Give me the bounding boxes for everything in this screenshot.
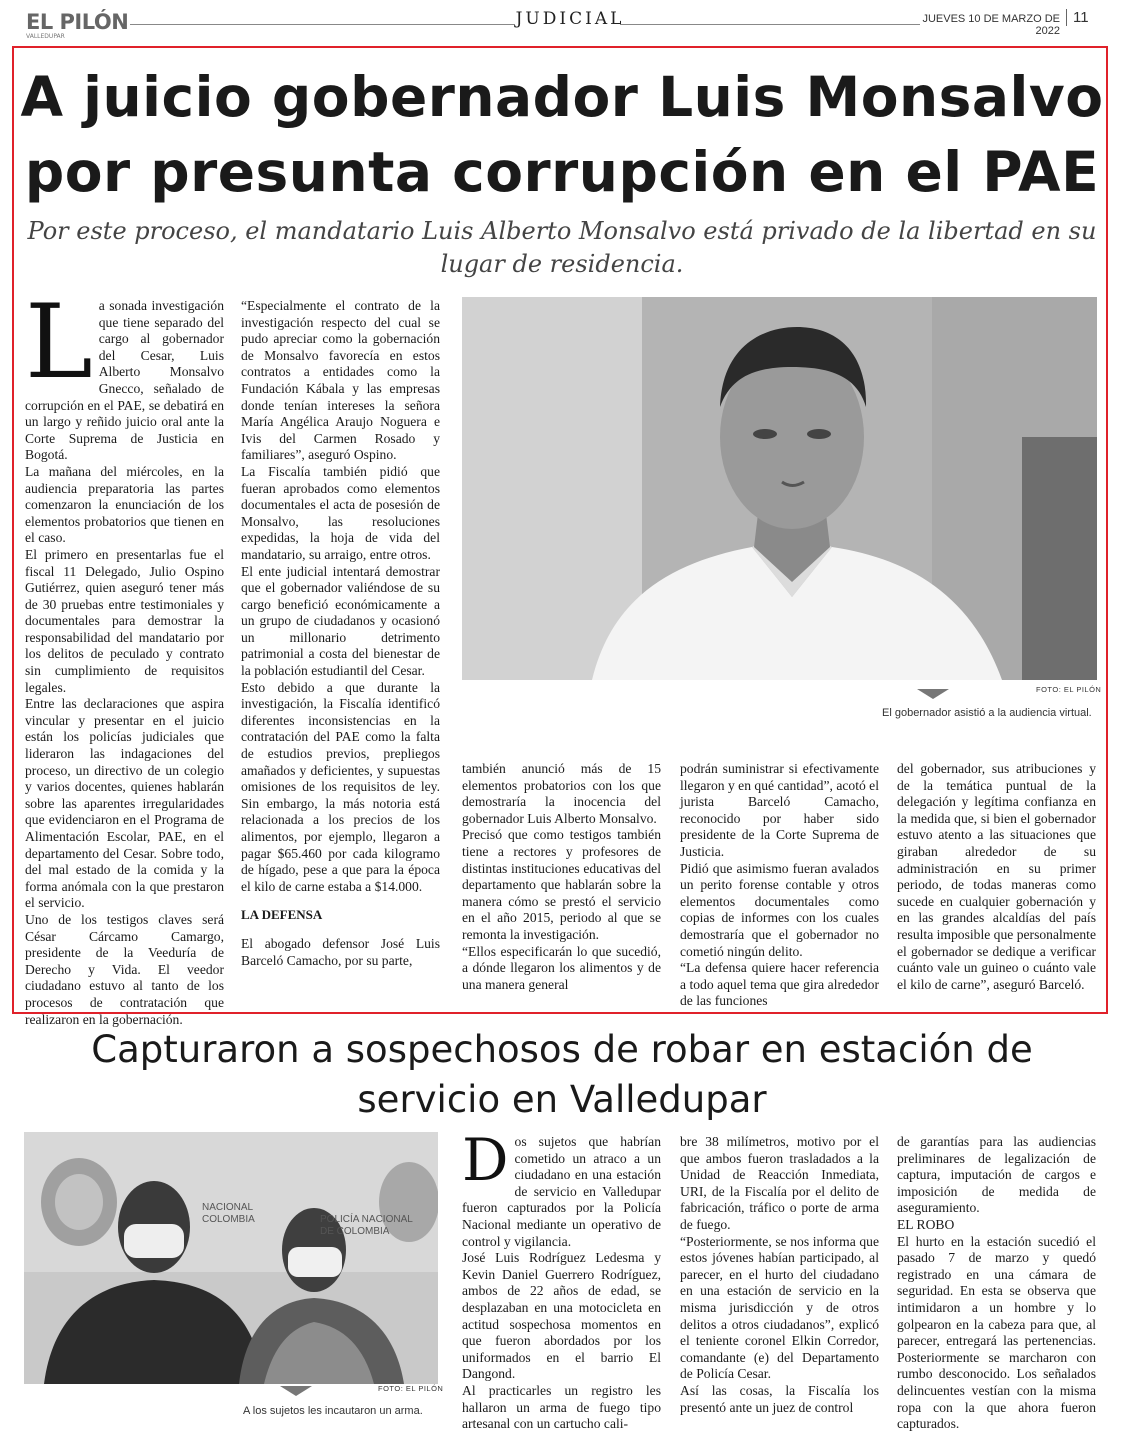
photo-caption: A los sujetos les incautaron un arma. — [243, 1405, 423, 1417]
page-number: 11 — [1066, 9, 1089, 26]
header-rule-left — [130, 24, 515, 25]
banner-text-right: POLICÍA NACIONAL DE COLOMBIA — [320, 1214, 413, 1237]
caption-arrow-icon — [280, 1386, 312, 1396]
photo-caption: El gobernador asistió a la audiencia virtual. — [882, 707, 1092, 719]
paragraph: La mañana del miércoles, en la audiencia preparatoria las partes comenzaron la enunciación de los elementos probatorios que tienen en el caso. — [25, 463, 224, 546]
suspects-photo — [24, 1132, 438, 1384]
article1-column-3 — [462, 761, 661, 993]
paragraph: también anunció más de 15 elementos probatorios con los que demostraría la inocencia del gobernador Luis Alberto Monsalvo. — [462, 761, 661, 826]
paragraph: Así las cosas, la Fiscalía los presentó ante un juez de control — [680, 1382, 879, 1415]
paragraph: podrán suministrar si efectivamente llegaron y en qué cantidad”, acotó el jurista Barceló Camacho, reconocido por haber sido presidente de la Corte Suprema de Justicia. — [680, 761, 879, 859]
paragraph: La Fiscalía también pidió que fueran aprobados como elementos documentales el acta de posesión de Monsalvo, las resoluciones expedidas, la hoja de vida del mandatario, su arraigo, entre otros. — [241, 463, 440, 562]
paragraph: Esto debido a que durante la investigación, la Fiscalía identificó diferentes inconsistencias en la contratación del PAE como la falta de estudios previos, prepliegos amañados y deficientes, y supuestas omisiones de los requisitos de ley. Sin embargo, la más notoria está relacionada a los precios de los alimentos, por ejemplo, llegaron a pagar $65.460 por cada kilogramo de hígado, pese a que para la época el kilo de carne estaba a $14.000. — [241, 679, 440, 894]
dropcap: L — [25, 283, 93, 402]
article2-column-3 — [897, 1134, 1096, 1433]
header-rule-right — [620, 24, 920, 25]
headline-line-2: servicio en Valledupar — [357, 1078, 767, 1121]
subhead-el-robo: EL ROBO — [897, 1216, 955, 1232]
dropcap: D — [462, 1126, 509, 1194]
paragraph: El hurto en la estación sucedió el pasado 7 de marzo y quedó registrado en una cámara de seguridad. En esta se observa que intimidaron a un hombre y lo golpearon en la cabeza para que, al parecer, entregará las pertenencias. Posteriormente se marcharon con rumbo desconocido. Los señalados delincuentes vestían con la misma ropa con la que ahora fueron capturados. — [897, 1233, 1096, 1432]
governor-photo-illustration — [462, 297, 1097, 680]
deck-line-1: Por este proceso, el mandatario Luis Alberto Monsalvo está privado de la libertad en su — [27, 217, 1097, 245]
suspects-photo-illustration — [24, 1132, 438, 1384]
subhead-la-defensa: LA DEFENSA — [241, 907, 323, 923]
article1-column-2 — [241, 298, 440, 969]
caption-arrow-icon — [917, 689, 949, 699]
deck-line-2: lugar de residencia. — [440, 250, 684, 278]
paragraph: José Luis Rodríguez Ledesma y Kevin Daniel Guerrero Rodríguez, ambos de 22 años de edad, se desplazaban en una motocicleta en actitud sospechosa momentos en que fueron abordados por los uniformados en el barrio El Dangond. — [462, 1250, 661, 1382]
newspaper-logo: EL PILÓN — [26, 10, 129, 34]
article2-column-1 — [462, 1126, 661, 1433]
headline-line-2: por presunta corrupción en el PAE — [24, 140, 1100, 204]
article2-headline — [20, 1025, 1104, 1125]
article1-deck — [20, 215, 1104, 281]
paragraph: “Ellos especificarán lo que sucedió, a dónde llegaron los alimentos y de una manera general — [462, 943, 661, 992]
article2-column-2 — [680, 1134, 879, 1416]
paragraph: Uno de los testigos claves será César Cárcamo Camargo, presidente de la Veeduría de Derecho y Vida. El veedor ciudadano estuvo al tanto de los procesos de contratación que realizaron en la gobernación. — [25, 911, 224, 1027]
article1-column-4 — [680, 761, 879, 1010]
photo-credit: FOTO: EL PILÓN — [1036, 685, 1102, 694]
paragraph: “La defensa quiere hacer referencia a todo aquel tema que gira alrededor de las funciones — [680, 960, 879, 1009]
paragraph: a sonada investigación que tiene separado del cargo al gobernador del Cesar, Luis Alberto Monsalvo Gnecco, señalado de corrupción en el PAE, se debatirá en un largo y reñido juicio oral ante la Corte Suprema de Justicia en Bogotá. — [25, 298, 224, 463]
paragraph: Entre las declaraciones que aspira vincular y presentar en el juicio están los policías judiciales que lideraron las indagaciones del proceso, un directivo de un colegio y varios docentes, quienes hablarán sobre las aparentes irregularidades que evidenciaron en el Programa de Alimentación Escolar, PAE, en el departamento del Cesar. Sobre todo, del mal estado de la comida y la forma anómala con la que prestaron el servicio. — [25, 696, 224, 911]
article1-column-5 — [897, 761, 1096, 993]
issue-date: JUEVES 10 DE MARZO DE 2022 — [922, 13, 1060, 37]
article1-headline — [20, 60, 1104, 210]
paragraph: El ente judicial intentará demostrar que el gobernador valiéndose de su cargo benefició económicamente a un grupo de ciudadanos y ocasionó un millonario detrimento patrimonial a costa del bienestar de la población estudiantil del Cesar. — [241, 563, 440, 679]
article1-column-1 — [25, 283, 224, 1028]
paragraph: El primero en presentarlas fue el fiscal 11 Delegado, Julio Ospino Gutiérrez, quien aseguró tener más de 30 pruebas entre testimoniales y documentales para demostrar la responsabilidad del mandatario por los delitos de peculado y contrato sin cumplimiento de requisitos legales. — [25, 546, 224, 695]
paragraph: os sujetos que habrían cometido un atraco a un ciudadano en una estación de servicio en Valledupar fueron capturados por la Policía Nacional mediante un operativo de control y vigilancia. — [462, 1134, 661, 1249]
paragraph: Al practicarles un registro les hallaron un arma de fuego tipo artesanal con un cartucho cali- — [462, 1382, 661, 1432]
section-title: JUDICIAL — [515, 9, 625, 29]
paragraph: del gobernador, sus atribuciones y de la temática puntual de la delegación y legítima confianza en la medida que, si bien el gobernador estuvo atento a las situaciones que giraban alrededor de su administración en su primer periodo, de todas maneras como sucede en cualquier gobernación y en las grandes alcaldías del país resulta imposible que personalmente el gobernador se dedique a verificar cuánto vale un guineo o cuánto vale el kilo de carne”, aseguró Barceló. — [897, 761, 1096, 992]
paragraph: El abogado defensor José Luis Barceló Camacho, por su parte, — [241, 935, 440, 968]
photo-credit: FOTO: EL PILÓN — [378, 1384, 444, 1393]
paragraph: de garantías para las audiencias preliminares de legalización de captura, imputación de cargos e imposición de medida de aseguramiento. — [897, 1134, 1096, 1216]
banner-text-left: NACIONAL COLOMBIA — [202, 1202, 255, 1225]
paragraph: “Posteriormente, se nos informa que estos jóvenes habían participado, al parecer, en el hurto del ciudadano en una estación de servicio en la misma jurisdicción y de otros delitos a otros ciudadanos”, explicó el teniente coronel Elkin Corredor, comandante (e) del Departamento de Policía Cesar. — [680, 1233, 879, 1382]
paragraph: “Especialmente el contrato de la investigación respecto del cual se pudo apreciar como la gobernación de Monsalvo favorecía en estos contratos a entidades como la Fundación Kábala y las empresas donde tenían intereses la señora María Angélica Araujo Noguera e Ivis del Carmen Rosado y familiares”, aseguró Ospino. — [241, 298, 440, 463]
headline-line-1: A juicio gobernador Luis Monsalvo — [20, 65, 1104, 129]
paragraph: Precisó que como testigos también tiene a rectores y profesores de distintas instituciones educativas del departamento que hablarán sobre la manera cómo se prestó el servicio en el año 2015, periodo al que se remonta la investigación. — [462, 827, 661, 942]
paragraph: Pidió que asimismo fueran avalados un perito forense contable y otros elementos documentales como copias de informes con los cuales demostraría que el gobernador no cometió ningún delito. — [680, 860, 879, 959]
governor-photo — [462, 297, 1097, 680]
paragraph: bre 38 milímetros, motivo por el que ambos fueron trasladados a la Unidad de Reacción Inmediata, URI, de la Fiscalía por el delito de fabricación, tráfico o porte de arma de fuego. — [680, 1134, 879, 1232]
newspaper-logo-subtitle: VALLEDUPAR — [26, 33, 65, 40]
headline-line-1: Capturaron a sospechosos de robar en estación de — [91, 1028, 1033, 1071]
